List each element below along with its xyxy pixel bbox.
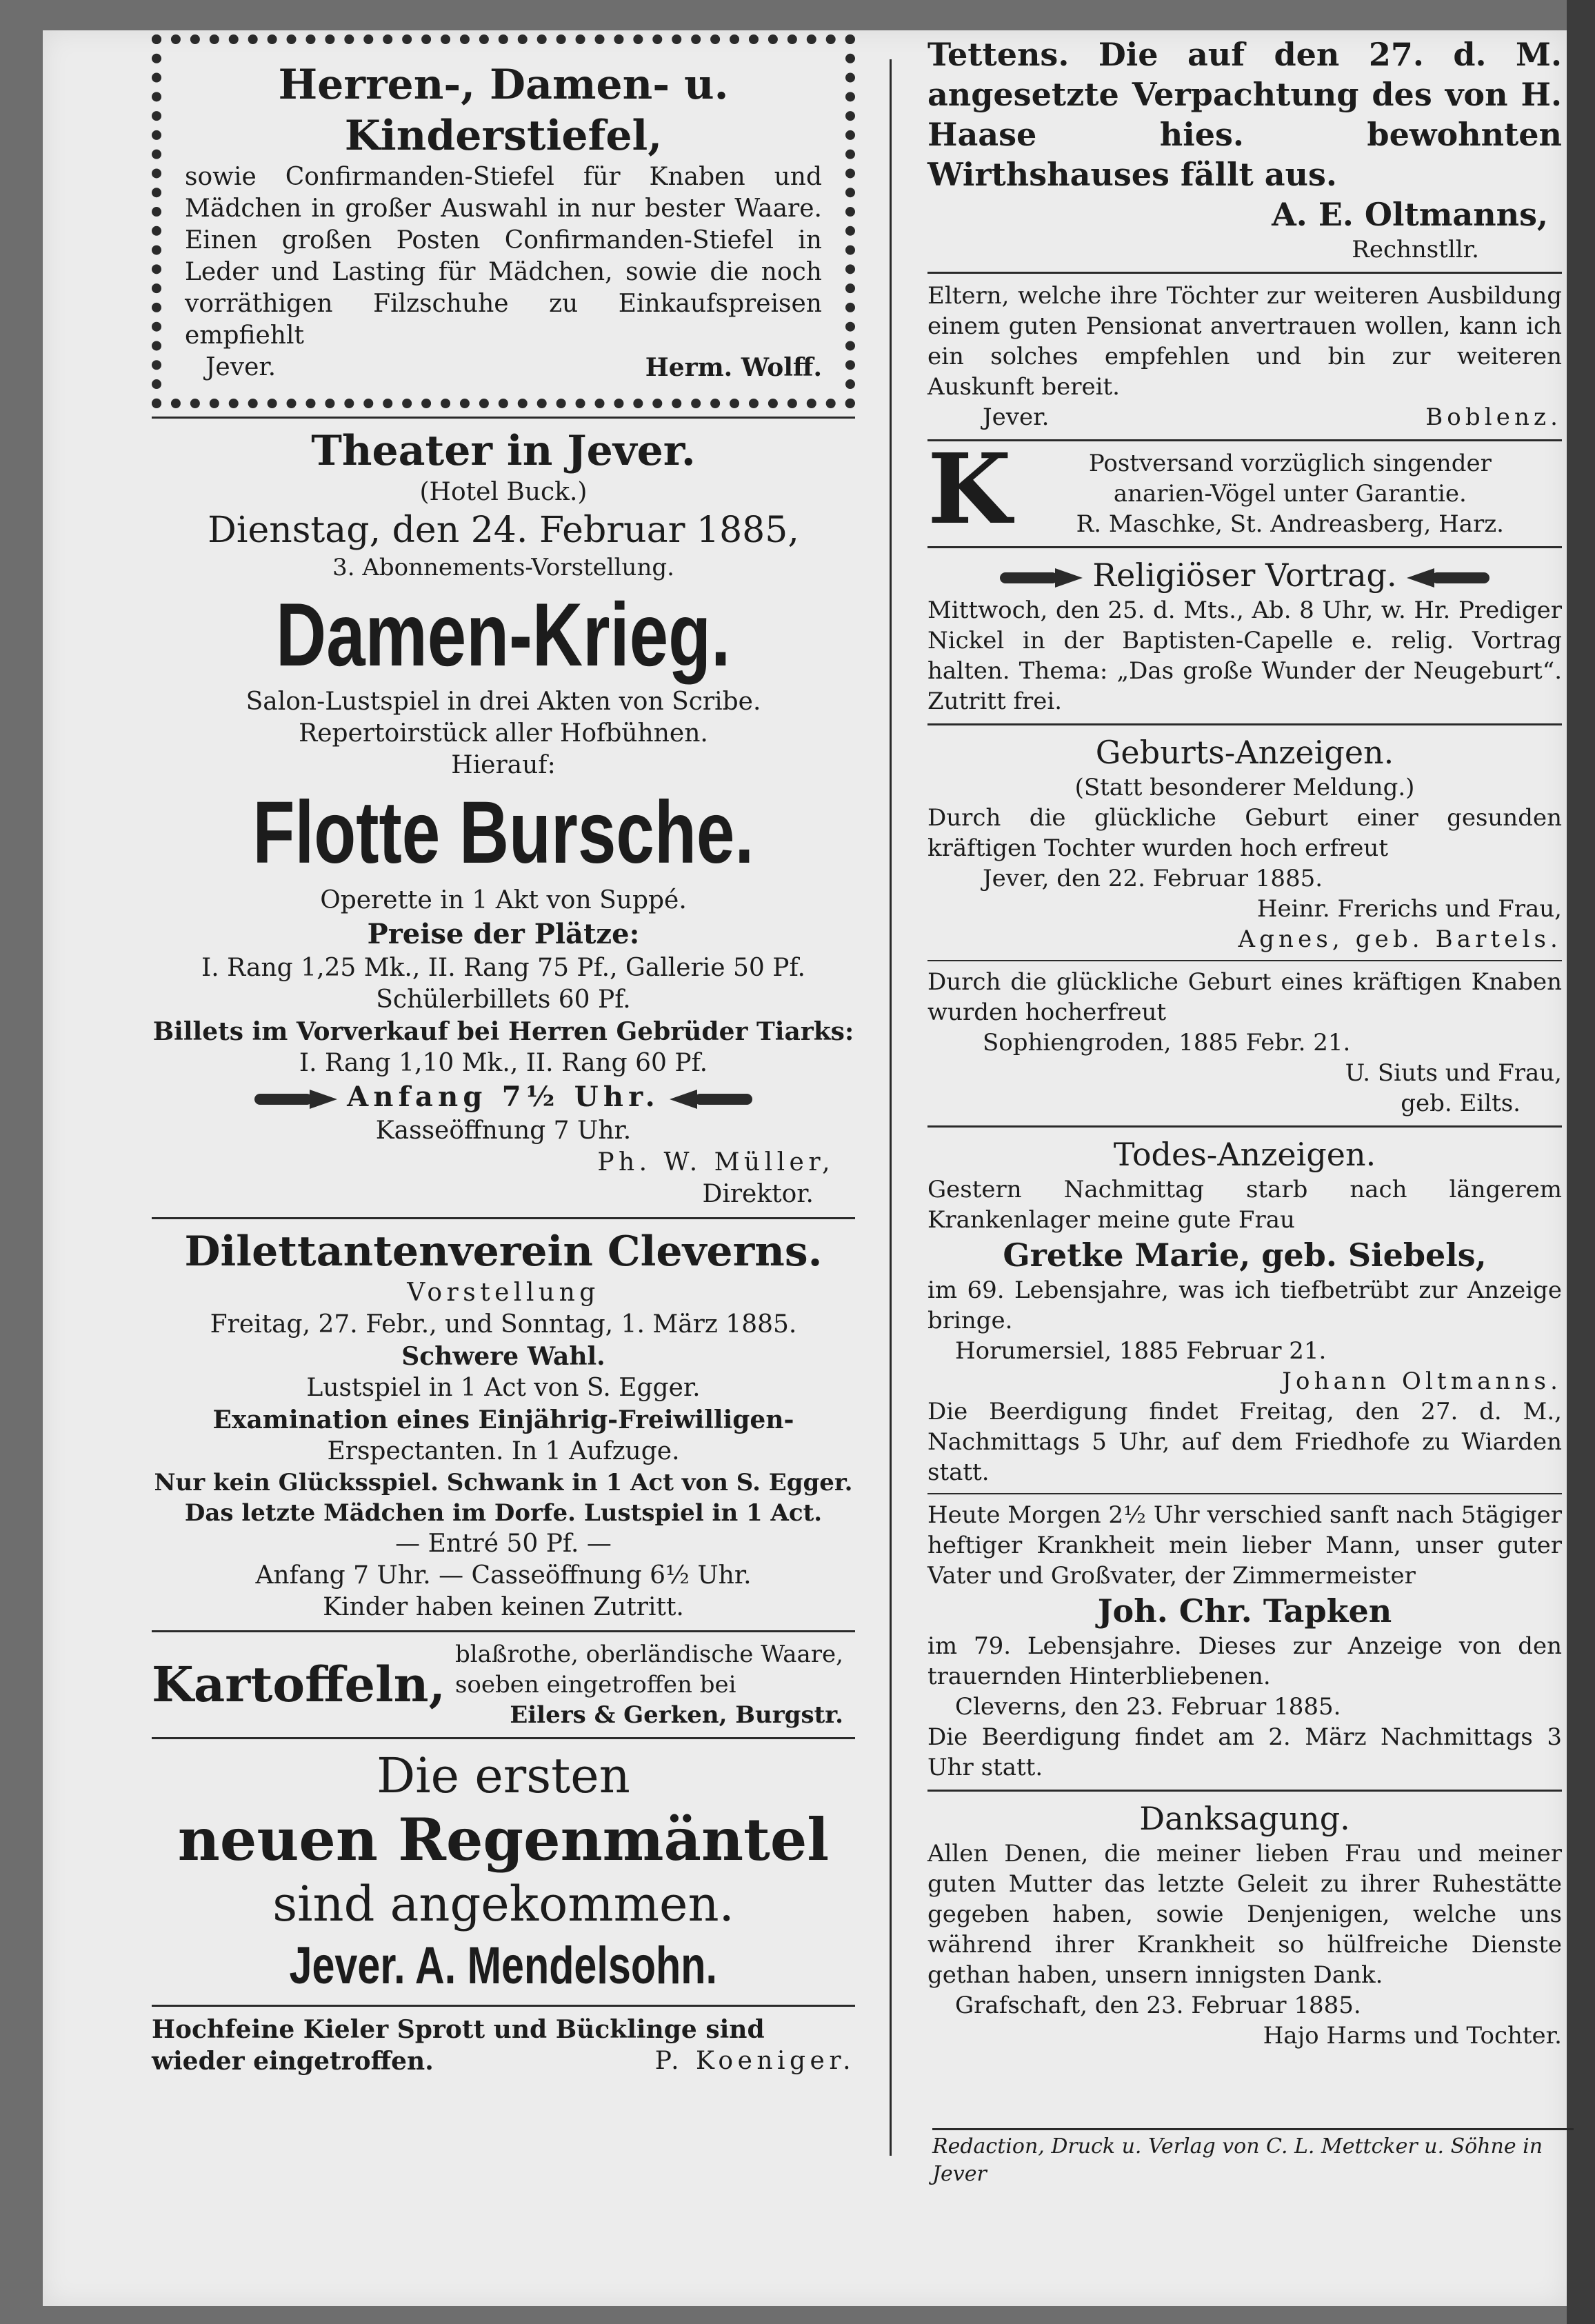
dank-ad — [927, 1799, 1562, 2051]
dank-text: Allen Denen, die meiner lieben Frau und meiner guten Mutter das letzte Geleit zu ihrer Ruhestätte gegeben haben, sowie Denjenigen, welche uns während ihrer Krankheit so hülfreiche Dienste gethan haben, unsern innigsten Dank. — [927, 1840, 1562, 1989]
pointing-hand-icon — [254, 1090, 337, 1109]
wolff-body: sowie Confirmanden-Stiefel für Knaben und Mädchen in großer Auswahl in nur bester Waare. Einen großen Posten Confirmanden-Stiefel in Leder und Lasting für Mädchen, sowie die noch vorräthigen Filzschuhe zu Einkaufspreisen empfiehlt — [185, 163, 822, 350]
geburt-signer: U. Siuts und Frau, — [1345, 1059, 1562, 1087]
kartoffeln-line: Eilers & Gerken, Burgstr. — [510, 1701, 843, 1729]
play1-desc: Salon-Lustspiel in drei Akten von Scribe. — [245, 688, 761, 716]
maschke-line: R. Maschke, St. Andreasberg, Harz. — [1076, 510, 1504, 538]
oltmanns-role: Rechnstllr. — [1352, 236, 1479, 263]
rule — [927, 546, 1562, 548]
rule — [927, 439, 1562, 441]
geburt-signer: Heinr. Frerichs und Frau, — [1256, 895, 1562, 923]
mendelsohn-ad — [152, 1746, 855, 1998]
maschke-ad — [927, 448, 1562, 539]
box-office: Kasseöffnung 7 Uhr. — [375, 1116, 632, 1145]
theater-title: Theater in Jever. — [311, 427, 696, 475]
maschke-line: anarien-Vögel unter Garantie. — [1113, 480, 1467, 508]
pointing-hand-icon — [1407, 568, 1489, 588]
wolff-ad — [152, 34, 855, 408]
wolff-headline: Herren-, Damen- u. Kinderstiefel, — [278, 61, 729, 160]
then-label: Hierauf: — [451, 751, 556, 779]
dilettanten-dates: Freitag, 27. Febr., und Sonntag, 1. März 1885. — [210, 1310, 797, 1339]
boblenz-text: Eltern, welche ihre Töchter zur weiteren Ausbildung einem guten Pensionat anvertrauen wollen, kann ich ein solches empfehlen und bin zur weiteren Auskunft bereit. — [927, 282, 1562, 401]
rule — [152, 1737, 855, 1739]
todes-name: Gretke Marie, geb. Siebels, — [1003, 1236, 1487, 1274]
koeniger-ad — [152, 2014, 855, 2077]
rule — [927, 1790, 1562, 1792]
koeniger-line: wieder eingetroffen. — [152, 2047, 434, 2076]
dilettanten-ad — [152, 1226, 855, 1623]
theater-date: Dienstag, den 24. Februar 1885, — [208, 510, 799, 551]
play1-note: Repertoirstück aller Hofbühnen. — [299, 719, 708, 748]
boblenz-ad — [927, 281, 1562, 432]
column-divider — [890, 59, 892, 2156]
koeniger-line: Hochfeine Kieler Sprott und Bücklinge sind — [152, 2015, 765, 2044]
koeniger-signer: P. Koeniger. — [654, 2047, 855, 2075]
theater-venue: (Hotel Buck.) — [419, 478, 588, 506]
boblenz-place: Jever. — [983, 403, 1050, 431]
rule — [152, 1217, 855, 1219]
dilettanten-line: Kinder haben keinen Zutritt. — [323, 1593, 684, 1621]
pointing-hand-icon — [670, 1090, 752, 1109]
oltmanns-text: Tettens. Die auf den 27. d. M. angesetzte Verpachtung des von H. Haase hies. bewohnten Wirthshauses fällt aus. — [927, 36, 1562, 193]
right-column — [927, 34, 1562, 2051]
dilettanten-title: Dilettantenverein Cleverns. — [184, 1228, 823, 1276]
dilettanten-sub: Vorstellung — [407, 1279, 600, 1307]
vortrag-title: Religiöser Vortrag. — [1092, 557, 1397, 594]
prices-title: Preise der Plätze: — [367, 918, 640, 950]
rule — [927, 960, 1562, 961]
boblenz-signer: Boblenz. — [1425, 403, 1562, 431]
todes-text: Die Beerdigung findet am 2. März Nachmittags 3 Uhr statt. — [927, 1723, 1562, 1781]
wolff-signer: Herm. Wolff. — [645, 353, 822, 382]
rule — [927, 1493, 1562, 1494]
todes-text: Heute Morgen 2½ Uhr verschied sanft nach 5tägiger heftiger Krankheit mein lieber Mann, unser guter Vater und Großvater, der Zimmermeister — [927, 1501, 1562, 1590]
vortrag-text: Mittwoch, den 25. d. Mts., Ab. 8 Uhr, w. Hr. Prediger Nickel in der Baptisten-Capelle e. relig. Vortrag halten. Thema: „Das große Wunder der Neugeburt“. Zutritt frei. — [927, 597, 1562, 715]
maschke-initial: K — [927, 448, 1012, 539]
kartoffeln-line: soeben eingetroffen bei — [454, 1671, 736, 1699]
dilettanten-line: Erspectanten. In 1 Aufzuge. — [327, 1437, 680, 1465]
geburt-signer: geb. Eilts. — [1401, 1090, 1521, 1117]
kartoffeln-word: Kartoffeln, — [152, 1656, 445, 1713]
start-time: Anfang 7½ Uhr. — [347, 1081, 660, 1113]
page-edge — [1567, 0, 1595, 2324]
dank-title: Danksagung. — [1139, 1800, 1350, 1837]
rule — [152, 2005, 855, 2007]
students: Schülerbillets 60 Pf. — [376, 985, 631, 1014]
geburt-sub: (Statt besonderer Meldung.) — [1074, 774, 1415, 801]
geburt-title: Geburts-Anzeigen. — [1095, 734, 1394, 771]
mendelsohn-line: sind angekommen. — [272, 1876, 734, 1932]
vortrag-ad — [927, 555, 1562, 717]
todes-text: im 79. Lebensjahre. Dieses zur Anzeige von den trauernden Hinterbliebenen. — [927, 1632, 1562, 1690]
dilettanten-line: Nur kein Glücksspiel. Schwank in 1 Act von S. Egger. — [154, 1469, 853, 1496]
play2-title: Flotte Bursche. — [252, 783, 754, 882]
geburt-text: Durch die glückliche Geburt eines kräftigen Knaben wurden hocherfreut — [927, 968, 1562, 1026]
dilettanten-line: Examination eines Einjährig-Freiwilligen- — [212, 1405, 794, 1434]
dilettanten-line: Das letzte Mädchen im Dorfe. Lustspiel in 1 Act. — [184, 1499, 823, 1527]
kartoffeln-ad — [152, 1639, 855, 1730]
dank-signer: Hajo Harms und Tochter. — [1263, 2022, 1562, 2050]
todes-signer: Johann Oltmanns. — [1282, 1368, 1562, 1395]
geburt-place: Sophiengroden, 1885 Febr. 21. — [983, 1029, 1351, 1056]
geburt-signer: Agnes, geb. Bartels. — [1238, 925, 1562, 953]
prices: I. Rang 1,25 Mk., II. Rang 75 Pf., Gallerie 50 Pf. — [201, 954, 805, 982]
oltmanns-ad — [927, 34, 1562, 265]
theater-ad — [152, 425, 855, 1210]
mendelsohn-line: Die ersten — [377, 1747, 630, 1804]
rule — [927, 1125, 1562, 1128]
rule — [927, 272, 1562, 274]
wolff-place: Jever. — [205, 353, 277, 381]
dilettanten-line: Schwere Wahl. — [401, 1342, 605, 1371]
geburt-text: Durch die glückliche Geburt einer gesunden kräftigen Tochter wurden hoch erfreut — [927, 804, 1562, 862]
left-column — [152, 34, 855, 2077]
dilettanten-line: Anfang 7 Uhr. — Casseöffnung 6½ Uhr. — [255, 1561, 752, 1590]
todes-title: Todes-Anzeigen. — [1113, 1136, 1376, 1173]
pointing-hand-icon — [1000, 568, 1083, 588]
dank-place: Grafschaft, den 23. Februar 1885. — [955, 1992, 1361, 2019]
todes-text: im 69. Lebensjahre, was ich tiefbetrübt zur Anzeige bringe. — [927, 1276, 1562, 1334]
oltmanns-signer: A. E. Oltmanns, — [1272, 196, 1548, 233]
todes-place: Horumersiel, 1885 Februar 21. — [955, 1337, 1327, 1365]
dilettanten-line: Lustspiel in 1 Act von S. Egger. — [306, 1374, 701, 1402]
rule — [927, 723, 1562, 725]
todes-ads — [927, 1134, 1562, 1783]
director-title: Direktor. — [702, 1180, 814, 1208]
director-name: Ph. W. Müller, — [597, 1148, 834, 1176]
play1-title: Damen-Krieg. — [276, 584, 731, 685]
todes-text: Gestern Nachmittag starb nach längerem Krankenlager meine gute Frau — [927, 1176, 1562, 1234]
geburt-ads — [927, 732, 1562, 1119]
mendelsohn-signer: Jever. A. Mendelsohn. — [289, 1936, 718, 1995]
geburt-place: Jever, den 22. Februar 1885. — [983, 865, 1323, 892]
presale: Billets im Vorverkauf bei Herren Gebrüder Tiarks: — [152, 1017, 854, 1046]
todes-text: Die Beerdigung findet Freitag, den 27. d. M., Nachmittags 5 Uhr, auf dem Friedhofe zu Wiarden statt. — [927, 1398, 1562, 1486]
rule — [152, 417, 855, 419]
play2-desc: Operette in 1 Akt von Suppé. — [320, 886, 687, 914]
rule — [152, 1630, 855, 1632]
mendelsohn-headline: neuen Regenmäntel — [177, 1805, 830, 1874]
dilettanten-line: — Entré 50 Pf. — — [395, 1530, 612, 1558]
theater-subscription: 3. Abonnements-Vorstellung. — [332, 554, 674, 581]
kartoffeln-line: blaßrothe, oberländische Waare, — [454, 1641, 843, 1668]
todes-place: Cleverns, den 23. Februar 1885. — [955, 1693, 1341, 1721]
imprint-footer: Redaction, Druck u. Verlag von C. L. Mettcker u. Söhne in Jever — [932, 2128, 1574, 2188]
todes-name: Joh. Chr. Tapken — [1097, 1592, 1392, 1630]
presale-prices: I. Rang 1,10 Mk., II. Rang 60 Pf. — [299, 1049, 708, 1077]
maschke-line: Postversand vorzüglich singender — [1088, 450, 1492, 477]
